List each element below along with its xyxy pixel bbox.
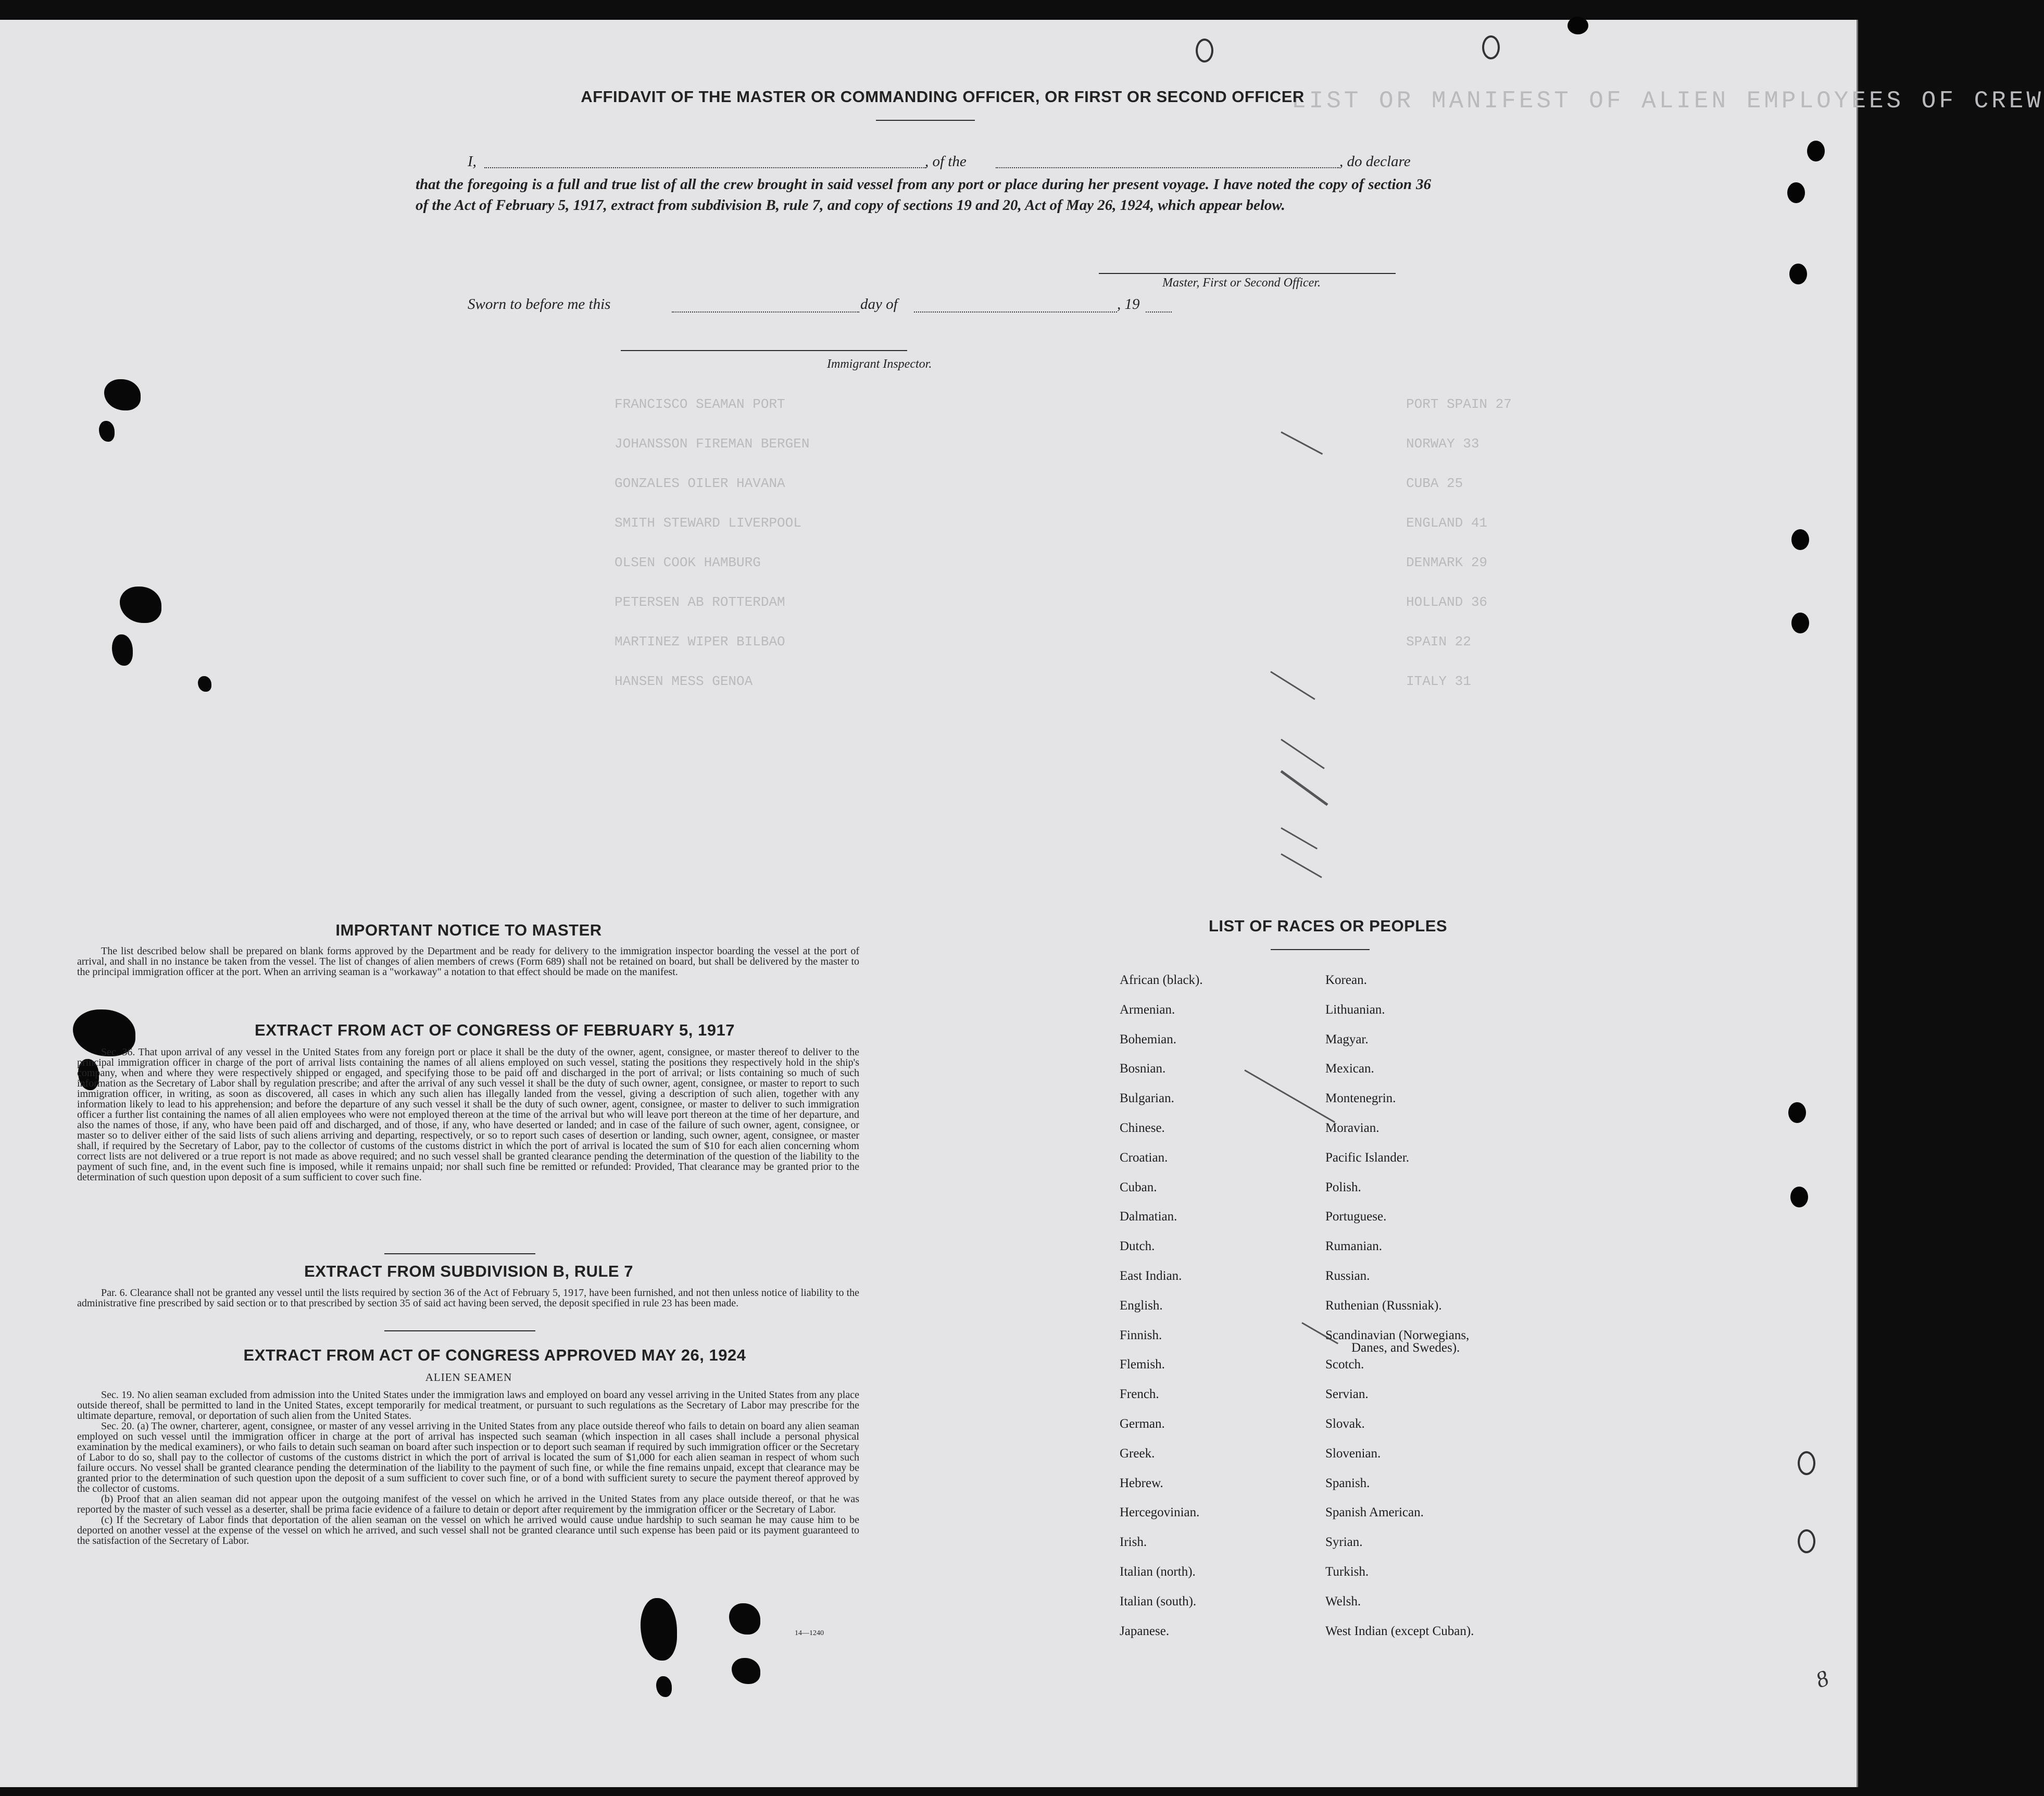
race-item: Hercegovinian. [1120,1505,1200,1520]
extract-1917-title: EXTRACT FROM ACT OF CONGRESS OF FEBRUARY 5, 1917 [255,1021,735,1039]
punch-hole [1787,182,1805,203]
punch-hole [1791,529,1809,550]
extract-1924-sec19: Sec. 19. No alien seaman excluded from admission into the United States under the immigration laws and employed on board any vessel arriving in the United States from any place outside thereof, shall be permitted to land in the United States, except temporarily for medical treatment, or pursuant to such regulations as the Secretary of Labor may prescribe for the ultimate departure, removal, or deportation of such alien from the United States. [77,1389,859,1421]
sworn-year: , 19 [1117,296,1140,313]
race-item: Greek. [1120,1446,1155,1461]
extract-1924-sec20a: Sec. 20. (a) The owner, charterer, agent, consignee, or master of any vessel arriving in the United States from any place outside thereof who fails to detain on board any alien seaman employed on such vessel until the immigration officer in charge at the port of arrival has inspected such seaman (which inspection in all cases shall include a personal physical examination by the medical examiners), or who fails to detain such seaman on board after such inspection or to deport such seaman if required by such immigration officer or the Secretary of Labor to do so, shall pay to the collector of customs of the customs district in which the port of arrival is located the sum of $1,000 for each alien seaman in respect of whom such failure occurs. No vessel shall be granted clearance pending the determination of the liability to the payment of such fine, or while the fine remains unpaid, except that clearance may be granted prior to the determination of such question upon the deposit of a sum sufficient to cover such fine, or of a bond with sufficient surety to secure the payment thereof approved by the collector of customs. [77,1420,859,1494]
race-item: Korean. [1325,973,1367,987]
section-divider [384,1330,535,1331]
race-item: Moravian. [1325,1121,1380,1135]
document-page [0,20,2044,1787]
signature-caption: Master, First or Second Officer. [1162,276,1321,290]
ink-stain [656,1676,672,1697]
sworn-day-of: day of [860,296,898,313]
race-item: Ruthenian (Russniak). [1325,1298,1442,1313]
race-item: Turkish. [1325,1565,1369,1579]
extract-1924-sec20c: (c) If the Secretary of Labor finds that deportation of the alien seaman on the vessel on which he arrived would cause undue hardship to such seaman he may cause him to be deported on another vessel at the expense of the vessel on which he arrived, and such vessel shall not be granted clearance until such expense has been paid or its payment guaranteed to the satisfaction of the Secretary of Labor. [77,1514,859,1546]
punch-hole [1788,1102,1806,1123]
race-item: Dutch. [1120,1239,1155,1254]
punch-hole [1568,17,1588,34]
reinforcement-ring [1482,35,1500,59]
inspector-caption: Immigrant Inspector. [827,357,932,371]
race-item: German. [1120,1417,1165,1431]
race-item: Danes, and Swedes). [1351,1340,1460,1355]
race-item: Syrian. [1325,1535,1363,1550]
race-item: Slovenian. [1325,1446,1381,1461]
race-item: Scandinavian (Norwegians, [1325,1328,1470,1342]
affidavit-title: AFFIDAVIT OF THE MASTER OR COMMANDING OFFICER, OR FIRST OR SECOND OFFICER [581,88,1305,106]
punch-hole [1790,1187,1808,1207]
affidavit-line1-of-the: , of the [925,153,967,170]
race-item: Bohemian. [1120,1032,1177,1046]
notice-title: IMPORTANT NOTICE TO MASTER [335,921,602,939]
pencil-mark [1281,739,1325,769]
extract-1924-subtitle: ALIEN SEAMEN [425,1371,512,1383]
reinforcement-ring [1196,39,1213,63]
ink-stain [641,1598,677,1661]
ink-stain [120,587,161,623]
signature-line[interactable] [1099,273,1396,274]
reinforcement-ring [1798,1451,1815,1475]
race-item: Chinese. [1120,1121,1165,1135]
ink-stain [729,1603,760,1635]
ink-stain [112,634,133,666]
ink-stain [732,1658,760,1684]
form-number: 14—1240 [795,1629,824,1637]
race-item: Portuguese. [1325,1209,1387,1224]
ink-stain [99,421,115,442]
race-item: Dalmatian. [1120,1209,1177,1224]
race-item: Irish. [1120,1535,1147,1550]
races-title-underline [1271,949,1370,950]
race-item: African (black). [1120,973,1203,987]
race-item: Polish. [1325,1180,1361,1194]
race-item: English. [1120,1298,1163,1313]
affidavit-body: that the foregoing is a full and true list of all the crew brought in said vessel from any port or place during her present voyage. I have noted the copy of section 36 of the Act of February 5, 1917, extract from subdivision B, rule 7, and copy of sections 19 and 20, Act of May 26, 1924, which appear below. [416,176,1431,214]
affidavit-line1-declare: , do declare [1339,153,1411,170]
race-item: Italian (north). [1120,1565,1196,1579]
bleed-through-header: LIST OR MANIFEST OF ALIEN EMPLOYEES OF CREW [1291,88,2044,115]
race-item: West Indian (except Cuban). [1325,1624,1474,1638]
margin-note: 8 [1812,1665,1832,1693]
sworn-year-blank[interactable] [1146,311,1172,313]
race-item: Hebrew. [1120,1476,1163,1490]
punch-hole [1791,613,1809,633]
title-underline [876,120,975,121]
punch-hole [1807,141,1825,161]
race-item: Spanish. [1325,1476,1370,1490]
race-item: Cuban. [1120,1180,1157,1194]
extract-rule7-title: EXTRACT FROM SUBDIVISION B, RULE 7 [304,1262,633,1280]
ink-stain [104,379,141,410]
pencil-mark [1281,827,1318,850]
race-item: Mexican. [1325,1062,1374,1076]
extract-1917-paragraph: Sec. 36. That upon arrival of any vessel in the United States from any foreign port or place it shall be the duty of the owner, agent, consignee, or master thereof to deliver to the principal immigration officer in charge of the port of arrival lists containing the names of all aliens employed on such vessel, stating the positions they respectively hold in the ship's company, when and where they were respectively shipped or engaged, and specifying those to be paid off and discharged in the port of arrival; or lists containing so much of such information as the Secretary of Labor shall by regulation prescribe; and after the arrival of any such vessel it shall be the duty of such owner, agent, consignee, or master to report to such immigration officer, in writing, as soon as discovered, all cases in which any such alien has illegally landed from the vessel, giving a description of such alien, together with any information likely to lead to his apprehension; and before the departure of any such vessel it shall be the duty of such owner, agent, consignee, or master to deliver to such immigration officer a further list containing the names of all alien employees who were not employed thereon at the time of the arrival but who will leave port thereon at the time of her departure, and also the names of those, if any, who have been paid off and discharged, and of those, if any, who have deserted or landed; and in case of the failure of such owner, agent, consignee, or master so to deliver either of the said lists of such aliens arriving and departing, respectively, or so to report such cases of desertion or landing, such owner, agent, consignee, or master shall, if required by the Secretary of Labor, pay to the collector of customs of the customs district in which the port of arrival is located the sum of $10 for each alien concerning whom correct lists are not delivered or a true report is not made as above required; and no such vessel shall be granted clearance pending the determination of the question of the liability to the payment of such fine, and, in the event such fine is imposed, while it remains unpaid; nor shall such fine be remitted or refunded: Provided, That clearance may be granted prior to the determination of such question upon deposit of a sum sufficient to cover such fine. [77,1046,859,1183]
race-item: East Indian. [1120,1269,1182,1283]
notice-text [77,946,859,977]
sworn-day-blank[interactable] [672,311,859,313]
sworn-prefix: Sworn to before me this [468,296,611,313]
pencil-mark [1281,853,1322,878]
race-item: Servian. [1325,1387,1369,1402]
section-divider [384,1253,535,1254]
inspector-signature-line[interactable] [621,350,907,351]
bleed-through-rows-right: PORT SPAIN 27 NORWAY 33 CUBA 25 ENGLAND 41 DENMARK 29 HOLLAND 36 SPAIN 22 ITALY 31 [1406,396,1512,689]
bleed-through-rows: FRANCISCO SEAMAN PORT JOHANSSON FIREMAN BERGEN GONZALES OILER HAVANA SMITH STEWARD LIVERPOOL OLSEN COOK HAMBURG PETERSEN AB ROTTERDAM MARTINEZ WIPER BILBAO HANSEN MESS GENOA [615,396,810,689]
punch-hole [1789,264,1807,284]
race-item: Armenian. [1120,1002,1175,1017]
race-item: Lithuanian. [1325,1002,1385,1017]
race-item: Italian (south). [1120,1594,1197,1608]
name-blank[interactable] [484,167,926,168]
race-item: Russian. [1325,1269,1370,1283]
extract-1924-title: EXTRACT FROM ACT OF CONGRESS APPROVED MAY 26, 1924 [243,1346,746,1364]
race-item: Montenegrin. [1325,1091,1396,1106]
vessel-blank[interactable] [996,167,1339,168]
pencil-mark [1281,431,1323,455]
affidavit-line1-i: I, [468,153,476,170]
pencil-mark [1244,1069,1335,1123]
ink-stain [198,676,211,692]
extract-rule7-text [77,1288,859,1308]
race-item: Japanese. [1120,1624,1170,1638]
extract-rule7-paragraph: Par. 6. Clearance shall not be granted any vessel until the lists required by section 36 of the Act of February 5, 1917, have been furnished, and not then unless notice of liability to the administrative fine prescribed by said section or to that prescribed by section 35 of said act having been served, the deposit specified in rule 23 has been made. [77,1287,859,1309]
races-title: LIST OF RACES OR PEOPLES [1208,917,1448,935]
extract-1924-text [77,1390,859,1546]
race-item: Finnish. [1120,1328,1162,1342]
notice-paragraph: The list described below shall be prepared on blank forms approved by the Department and be ready for delivery to the immigration inspector boarding the vessel at the port of arrival, and shall in no instance be taken from the vessel. The list of changes of alien members of crews (Form 689) shall not be retained on board, but shall be delivered by the master to the principal immigration officer at the port. When an arriving seaman is a "workaway" a notation to that effect should be made on the manifest. [77,945,859,978]
race-item: Spanish American. [1325,1505,1424,1520]
race-item: Welsh. [1325,1594,1361,1608]
race-item: Bosnian. [1120,1062,1166,1076]
race-item: Slovak. [1325,1417,1365,1431]
reinforcement-ring [1798,1529,1815,1553]
race-item: Magyar. [1325,1032,1369,1046]
extract-1924-sec20b: (b) Proof that an alien seaman did not appear upon the outgoing manifest of the vessel on which he arrived in the United States from any place outside thereof, or that he was reported by the master of such vessel as a deserter, shall be prima facie evidence of a failure to detain or deport after requirement by the immigration officer or the Secretary of Labor. [77,1493,859,1515]
race-item: Pacific Islander. [1325,1150,1410,1165]
race-item: French. [1120,1387,1159,1402]
race-item: Bulgarian. [1120,1091,1174,1106]
race-item: Scotch. [1325,1357,1364,1372]
extract-1917-text [77,1047,859,1182]
race-item: Rumanian. [1325,1239,1383,1254]
pencil-mark [1270,671,1315,700]
race-item: Flemish. [1120,1357,1165,1372]
pencil-mark [1281,770,1328,806]
sworn-month-blank[interactable] [914,311,1117,313]
race-item: Croatian. [1120,1150,1168,1165]
